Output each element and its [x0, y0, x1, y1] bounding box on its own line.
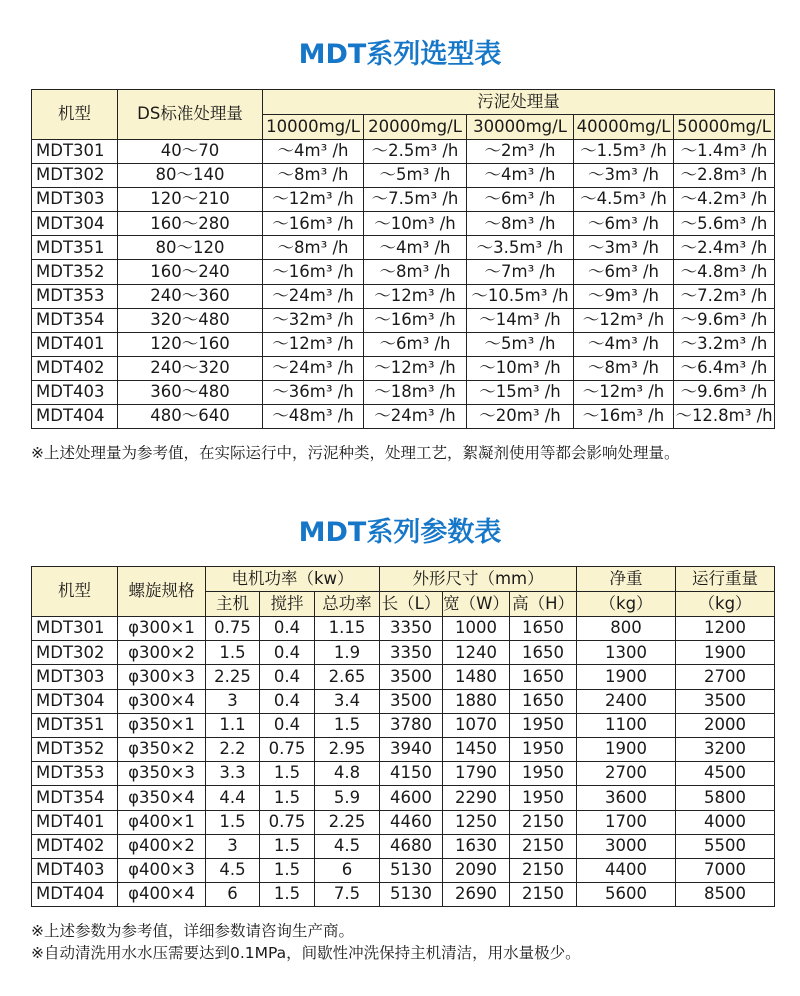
- model-cell: MDT304: [32, 689, 118, 713]
- table-row: [32, 140, 775, 164]
- value-cell: ～14m³ /h: [467, 308, 574, 332]
- table-row: [32, 617, 775, 641]
- value-cell: 2.2: [206, 737, 260, 761]
- value-cell: 1070: [443, 713, 510, 737]
- value-cell: 3.4: [315, 689, 380, 713]
- value-cell: ～16m³ /h: [263, 260, 364, 284]
- table-row: [32, 405, 775, 429]
- value-cell: ～2.4m³ /h: [674, 236, 775, 260]
- model-cell: MDT354: [32, 308, 118, 332]
- value-cell: 480～640: [118, 405, 263, 429]
- value-cell: ～12m³ /h: [574, 380, 674, 404]
- value-cell: φ350×4: [118, 786, 206, 810]
- header-total-power: 总功率: [315, 592, 380, 617]
- value-cell: 0.4: [260, 641, 315, 665]
- table-row: [32, 380, 775, 404]
- value-cell: 120～210: [118, 188, 263, 212]
- parameter-notes: [31, 920, 771, 964]
- value-cell: 1.5: [260, 858, 315, 882]
- value-cell: 4.5: [315, 834, 380, 858]
- value-cell: ～4m³ /h: [574, 332, 674, 356]
- header-concentration: 40000mg/L: [574, 115, 674, 140]
- value-cell: 6: [315, 858, 380, 882]
- value-cell: 1.5: [260, 786, 315, 810]
- value-cell: 1.5: [260, 762, 315, 786]
- value-cell: 1.5: [315, 713, 380, 737]
- value-cell: ～1.4m³ /h: [674, 140, 775, 164]
- value-cell: 1.5: [206, 641, 260, 665]
- value-cell: φ350×1: [118, 713, 206, 737]
- value-cell: 3500: [380, 689, 443, 713]
- value-cell: 4680: [380, 834, 443, 858]
- value-cell: 2.65: [315, 665, 380, 689]
- table-row: [32, 641, 775, 665]
- header-model: 机型: [32, 90, 118, 140]
- value-cell: 1950: [510, 737, 577, 761]
- selection-table-title: MDT系列选型表: [298, 39, 502, 70]
- value-cell: 2700: [577, 762, 676, 786]
- value-cell: 120～160: [118, 332, 263, 356]
- value-cell: ～10.5m³ /h: [467, 284, 574, 308]
- model-cell: MDT353: [32, 284, 118, 308]
- model-cell: MDT404: [32, 405, 118, 429]
- value-cell: ～3.2m³ /h: [674, 332, 775, 356]
- table-row: [32, 834, 775, 858]
- value-cell: 2400: [577, 689, 676, 713]
- value-cell: ～24m³ /h: [263, 284, 364, 308]
- value-cell: ～8m³ /h: [467, 212, 574, 236]
- value-cell: 4150: [380, 762, 443, 786]
- value-cell: ～12.8m³ /h: [674, 405, 775, 429]
- value-cell: ～5.6m³ /h: [674, 212, 775, 236]
- table-row: [32, 356, 775, 380]
- parameter-note-1: ※上述参数为参考值，详细参数请咨询生产商。: [31, 922, 354, 940]
- table-row: [32, 762, 775, 786]
- header-dimensions: 外形尺寸（mm）: [380, 567, 577, 592]
- parameter-table-title: MDT系列参数表: [298, 517, 502, 548]
- value-cell: 1650: [510, 617, 577, 641]
- value-cell: 4460: [380, 810, 443, 834]
- header-net-weight-unit: （kg）: [577, 592, 676, 617]
- value-cell: 1250: [443, 810, 510, 834]
- value-cell: 3500: [676, 689, 775, 713]
- value-cell: 1900: [577, 737, 676, 761]
- value-cell: 240～360: [118, 284, 263, 308]
- model-cell: MDT402: [32, 834, 118, 858]
- value-cell: 7.5: [315, 883, 380, 907]
- value-cell: 2700: [676, 665, 775, 689]
- value-cell: 1950: [510, 762, 577, 786]
- value-cell: ～5m³ /h: [364, 164, 467, 188]
- value-cell: φ300×4: [118, 689, 206, 713]
- value-cell: 1950: [510, 786, 577, 810]
- value-cell: 1950: [510, 713, 577, 737]
- value-cell: 3: [206, 689, 260, 713]
- value-cell: ～4m³ /h: [263, 140, 364, 164]
- model-cell: MDT352: [32, 260, 118, 284]
- value-cell: 1.5: [206, 810, 260, 834]
- value-cell: ～3.5m³ /h: [467, 236, 574, 260]
- table-row: [32, 810, 775, 834]
- value-cell: 5500: [676, 834, 775, 858]
- value-cell: 3000: [577, 834, 676, 858]
- value-cell: 5600: [577, 883, 676, 907]
- value-cell: 360～480: [118, 380, 263, 404]
- value-cell: ～6.4m³ /h: [674, 356, 775, 380]
- value-cell: 1790: [443, 762, 510, 786]
- value-cell: ～7m³ /h: [467, 260, 574, 284]
- value-cell: ～4.2m³ /h: [674, 188, 775, 212]
- value-cell: φ400×3: [118, 858, 206, 882]
- value-cell: ～12m³ /h: [263, 188, 364, 212]
- value-cell: ～12m³ /h: [263, 332, 364, 356]
- value-cell: 800: [577, 617, 676, 641]
- header-operating-weight: 运行重量: [676, 567, 775, 592]
- value-cell: ～7.5m³ /h: [364, 188, 467, 212]
- value-cell: 3: [206, 834, 260, 858]
- value-cell: ～3m³ /h: [574, 164, 674, 188]
- value-cell: 3940: [380, 737, 443, 761]
- value-cell: 4600: [380, 786, 443, 810]
- value-cell: 6: [206, 883, 260, 907]
- value-cell: 4.5: [206, 858, 260, 882]
- value-cell: 2.25: [206, 665, 260, 689]
- header-stirring: 搅拌: [260, 592, 315, 617]
- table-row: [32, 164, 775, 188]
- value-cell: 1.5: [260, 834, 315, 858]
- value-cell: 1650: [510, 689, 577, 713]
- table-row: [32, 284, 775, 308]
- value-cell: ～7.2m³ /h: [674, 284, 775, 308]
- value-cell: 1200: [676, 617, 775, 641]
- value-cell: 2000: [676, 713, 775, 737]
- value-cell: ～9.6m³ /h: [674, 308, 775, 332]
- value-cell: 3350: [380, 641, 443, 665]
- model-cell: MDT401: [32, 332, 118, 356]
- value-cell: 7000: [676, 858, 775, 882]
- value-cell: 1630: [443, 834, 510, 858]
- header-concentration: 10000mg/L: [263, 115, 364, 140]
- value-cell: 5.9: [315, 786, 380, 810]
- table-row: [32, 737, 775, 761]
- value-cell: 1700: [577, 810, 676, 834]
- table-row: [32, 786, 775, 810]
- value-cell: 0.4: [260, 665, 315, 689]
- value-cell: 1100: [577, 713, 676, 737]
- value-cell: 5130: [380, 883, 443, 907]
- value-cell: ～6m³ /h: [574, 260, 674, 284]
- value-cell: 1480: [443, 665, 510, 689]
- table-row: [32, 332, 775, 356]
- value-cell: ～12m³ /h: [574, 308, 674, 332]
- value-cell: φ400×1: [118, 810, 206, 834]
- table-row: [32, 308, 775, 332]
- value-cell: 1880: [443, 689, 510, 713]
- model-cell: MDT353: [32, 762, 118, 786]
- value-cell: 2150: [510, 810, 577, 834]
- value-cell: 1.9: [315, 641, 380, 665]
- value-cell: ～16m³ /h: [364, 308, 467, 332]
- value-cell: ～16m³ /h: [263, 212, 364, 236]
- value-cell: 5800: [676, 786, 775, 810]
- value-cell: 0.75: [260, 737, 315, 761]
- value-cell: ～10m³ /h: [467, 356, 574, 380]
- table-row: [32, 689, 775, 713]
- value-cell: ～4.8m³ /h: [674, 260, 775, 284]
- value-cell: ～18m³ /h: [364, 380, 467, 404]
- model-cell: MDT402: [32, 356, 118, 380]
- header-concentration: 50000mg/L: [674, 115, 775, 140]
- table-row: [32, 212, 775, 236]
- model-cell: MDT351: [32, 713, 118, 737]
- value-cell: ～2.5m³ /h: [364, 140, 467, 164]
- value-cell: 2290: [443, 786, 510, 810]
- model-cell: MDT302: [32, 641, 118, 665]
- value-cell: ～12m³ /h: [364, 356, 467, 380]
- value-cell: 3780: [380, 713, 443, 737]
- value-cell: ～5m³ /h: [467, 332, 574, 356]
- header-operating-weight-unit: （kg）: [676, 592, 775, 617]
- value-cell: ～4m³ /h: [364, 236, 467, 260]
- value-cell: 160～240: [118, 260, 263, 284]
- value-cell: 1900: [676, 641, 775, 665]
- value-cell: 1300: [577, 641, 676, 665]
- value-cell: ～12m³ /h: [364, 284, 467, 308]
- model-cell: MDT403: [32, 380, 118, 404]
- value-cell: 1450: [443, 737, 510, 761]
- value-cell: 0.75: [260, 810, 315, 834]
- value-cell: ～6m³ /h: [364, 332, 467, 356]
- value-cell: 8500: [676, 883, 775, 907]
- parameter-note-2: ※自动清洗用水水压需要达到0.1MPa，间歇性冲洗保持主机清洁，用水量极少。: [31, 944, 581, 962]
- model-cell: MDT401: [32, 810, 118, 834]
- value-cell: φ350×3: [118, 762, 206, 786]
- value-cell: 1650: [510, 641, 577, 665]
- header-width: 宽（W）: [443, 592, 510, 617]
- value-cell: 1.15: [315, 617, 380, 641]
- value-cell: 3200: [676, 737, 775, 761]
- value-cell: 1000: [443, 617, 510, 641]
- value-cell: ～6m³ /h: [574, 212, 674, 236]
- value-cell: 1240: [443, 641, 510, 665]
- value-cell: 4000: [676, 810, 775, 834]
- value-cell: 2090: [443, 858, 510, 882]
- value-cell: 1.5: [260, 883, 315, 907]
- value-cell: ～15m³ /h: [467, 380, 574, 404]
- value-cell: ～8m³ /h: [574, 356, 674, 380]
- header-concentration: 20000mg/L: [364, 115, 467, 140]
- model-cell: MDT403: [32, 858, 118, 882]
- table-row: [32, 188, 775, 212]
- value-cell: 5130: [380, 858, 443, 882]
- table-row: [32, 883, 775, 907]
- value-cell: ～9.6m³ /h: [674, 380, 775, 404]
- value-cell: 2690: [443, 883, 510, 907]
- model-cell: MDT304: [32, 212, 118, 236]
- value-cell: 1.1: [206, 713, 260, 737]
- value-cell: ～1.5m³ /h: [574, 140, 674, 164]
- table-row: [32, 236, 775, 260]
- value-cell: ～6m³ /h: [467, 188, 574, 212]
- header-concentration: 30000mg/L: [467, 115, 574, 140]
- header-screw-spec: 螺旋规格: [118, 567, 206, 617]
- value-cell: 3600: [577, 786, 676, 810]
- table-row: [32, 713, 775, 737]
- value-cell: ～20m³ /h: [467, 405, 574, 429]
- selection-table: [31, 89, 775, 429]
- value-cell: ～2.8m³ /h: [674, 164, 775, 188]
- model-cell: MDT354: [32, 786, 118, 810]
- value-cell: 4400: [577, 858, 676, 882]
- parameter-table: [31, 566, 775, 907]
- value-cell: ～24m³ /h: [364, 405, 467, 429]
- header-model: 机型: [32, 567, 118, 617]
- value-cell: φ300×1: [118, 617, 206, 641]
- header-main-motor: 主机: [206, 592, 260, 617]
- value-cell: 3500: [380, 665, 443, 689]
- value-cell: 240～320: [118, 356, 263, 380]
- value-cell: ～36m³ /h: [263, 380, 364, 404]
- value-cell: ～32m³ /h: [263, 308, 364, 332]
- value-cell: φ300×2: [118, 641, 206, 665]
- table-row: [32, 665, 775, 689]
- model-cell: MDT301: [32, 617, 118, 641]
- value-cell: 80～120: [118, 236, 263, 260]
- value-cell: ～2m³ /h: [467, 140, 574, 164]
- value-cell: 4500: [676, 762, 775, 786]
- value-cell: ～9m³ /h: [574, 284, 674, 308]
- model-cell: MDT301: [32, 140, 118, 164]
- header-motor-power: 电机功率（kw）: [206, 567, 380, 592]
- value-cell: ～24m³ /h: [263, 356, 364, 380]
- value-cell: 40～70: [118, 140, 263, 164]
- model-cell: MDT352: [32, 737, 118, 761]
- header-ds-capacity: DS标准处理量: [118, 90, 263, 140]
- model-cell: MDT351: [32, 236, 118, 260]
- value-cell: ～8m³ /h: [263, 236, 364, 260]
- model-cell: MDT303: [32, 665, 118, 689]
- model-cell: MDT404: [32, 883, 118, 907]
- value-cell: φ350×2: [118, 737, 206, 761]
- value-cell: 160～280: [118, 212, 263, 236]
- value-cell: 0.75: [206, 617, 260, 641]
- value-cell: ～4m³ /h: [467, 164, 574, 188]
- value-cell: 2.25: [315, 810, 380, 834]
- value-cell: ～16m³ /h: [574, 405, 674, 429]
- value-cell: 0.4: [260, 713, 315, 737]
- value-cell: ～48m³ /h: [263, 405, 364, 429]
- selection-note: ※上述处理量为参考值，在实际运行中，污泥种类，处理工艺，絮凝剂使用等都会影响处理量。: [31, 444, 680, 462]
- value-cell: 2150: [510, 834, 577, 858]
- value-cell: φ300×3: [118, 665, 206, 689]
- table-row: [32, 858, 775, 882]
- value-cell: 2150: [510, 858, 577, 882]
- value-cell: 80～140: [118, 164, 263, 188]
- value-cell: φ400×4: [118, 883, 206, 907]
- value-cell: 0.4: [260, 617, 315, 641]
- value-cell: 320～480: [118, 308, 263, 332]
- header-length: 长（L）: [380, 592, 443, 617]
- value-cell: ～4.5m³ /h: [574, 188, 674, 212]
- value-cell: 3.3: [206, 762, 260, 786]
- header-sludge-capacity: 污泥处理量: [263, 90, 775, 115]
- header-net-weight: 净重: [577, 567, 676, 592]
- value-cell: φ400×2: [118, 834, 206, 858]
- value-cell: 1900: [577, 665, 676, 689]
- model-cell: MDT303: [32, 188, 118, 212]
- table-row: [32, 260, 775, 284]
- value-cell: ～8m³ /h: [263, 164, 364, 188]
- value-cell: 3350: [380, 617, 443, 641]
- value-cell: 2.95: [315, 737, 380, 761]
- value-cell: ～3m³ /h: [574, 236, 674, 260]
- value-cell: ～10m³ /h: [364, 212, 467, 236]
- model-cell: MDT302: [32, 164, 118, 188]
- value-cell: 1650: [510, 665, 577, 689]
- value-cell: 0.4: [260, 689, 315, 713]
- value-cell: ～8m³ /h: [364, 260, 467, 284]
- value-cell: 4.8: [315, 762, 380, 786]
- value-cell: 2150: [510, 883, 577, 907]
- value-cell: 4.4: [206, 786, 260, 810]
- header-height: 高（H）: [510, 592, 577, 617]
